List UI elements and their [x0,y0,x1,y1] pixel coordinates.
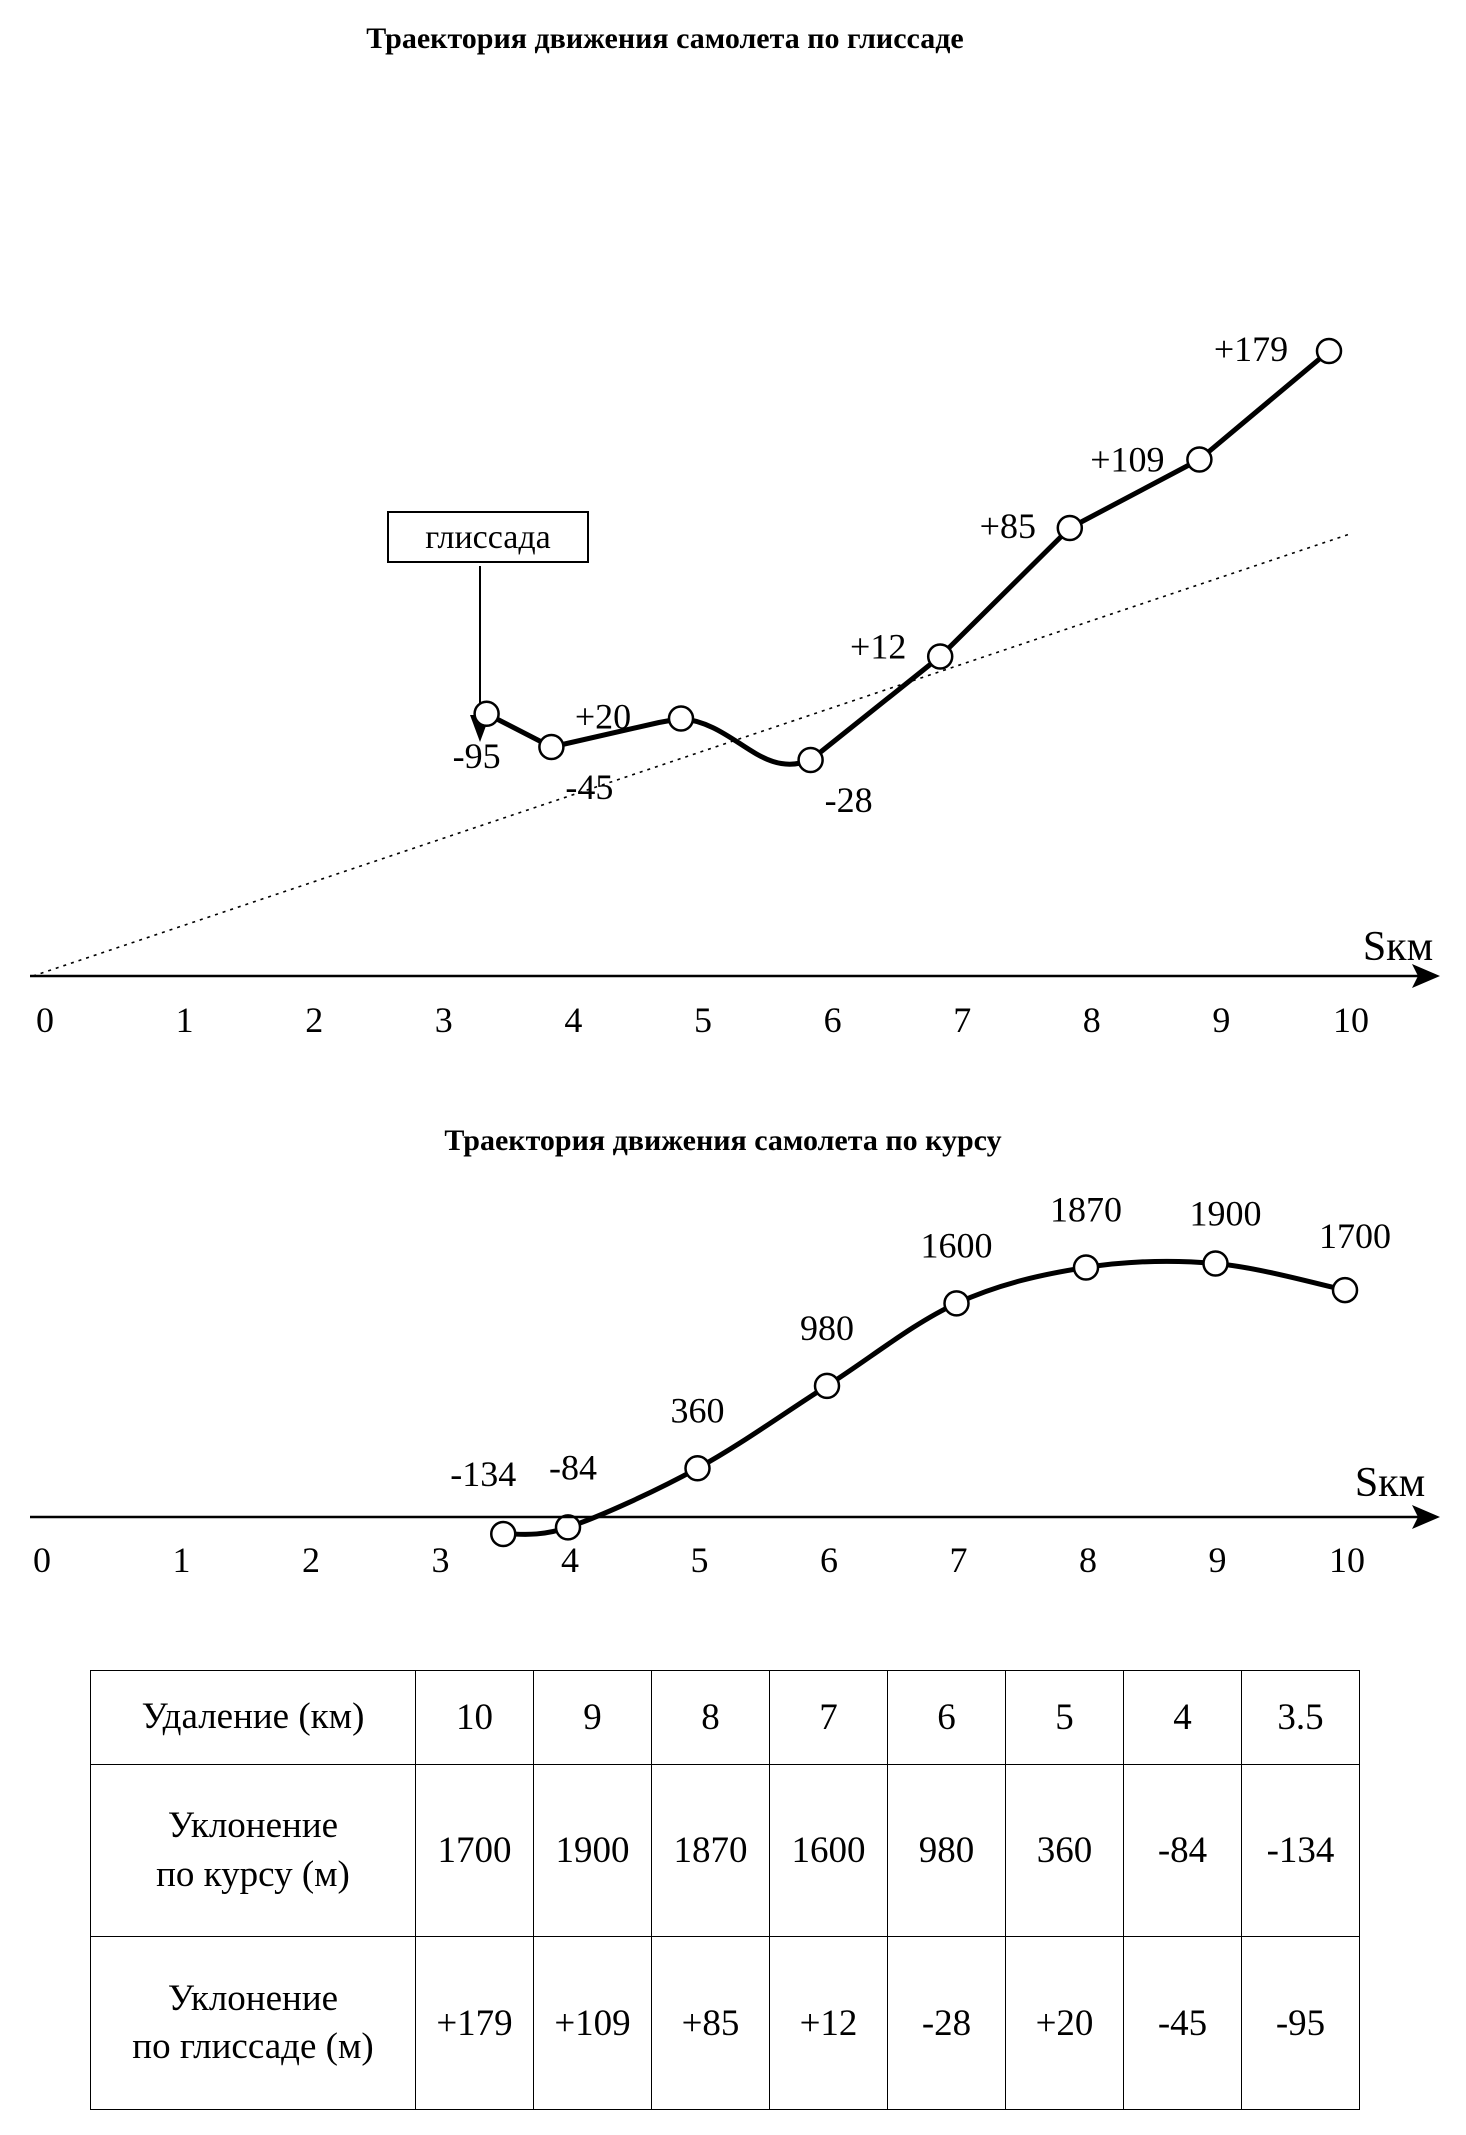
chart2-x-tick-label: 9 [1208,1540,1227,1580]
chart1-x-tick-label: 7 [953,1000,972,1040]
table-row-header-line1: Уклонение [167,1805,339,1847]
chart2-x-tick-label: 5 [690,1540,709,1580]
table-cell: 7 [770,1671,888,1765]
table-cell: 10 [416,1671,534,1765]
chart1-x-tick-label: 2 [305,1000,324,1040]
table-cell: 1900 [534,1764,652,1937]
table-cell: -95 [1242,1937,1360,2110]
course-data-point [945,1291,969,1315]
glide-data-point [1317,339,1341,363]
chart1-x-tick-label: 8 [1082,1000,1101,1040]
chart1-x-tick-label: 4 [564,1000,583,1040]
chart2-x-tick-label: 8 [1079,1540,1097,1580]
table-row-header-line2: по курсу (м) [156,1853,350,1895]
course-data-point [1074,1255,1098,1279]
table-cell: +12 [770,1937,888,2110]
course-data-point [1204,1251,1228,1275]
table-cell: -84 [1124,1764,1242,1937]
table-cell: +109 [534,1937,652,2110]
course-point-label: 360 [670,1390,725,1431]
table-cell: +85 [652,1937,770,2110]
glide-point-label: +12 [850,626,907,667]
table-row-glide-deviation [91,1937,1360,2110]
table-cell: -28 [888,1937,1006,2110]
course-data-point [815,1374,839,1398]
table-cell: 1600 [770,1764,888,1937]
chart1-x-tick-label: 3 [434,1000,453,1040]
chart2-x-tick-label: 3 [431,1540,450,1580]
table-row-header: Удаление (км) [91,1671,416,1765]
course-point-label: 1900 [1189,1193,1262,1234]
course-point-label: 1600 [920,1225,993,1266]
table-row-course-deviation [91,1764,1360,1937]
glide-data-point [1058,516,1082,540]
table-cell: 980 [888,1764,1006,1937]
table-cell: +20 [1006,1937,1124,2110]
table-cell: 9 [534,1671,652,1765]
table-row-distance [91,1671,1360,1765]
deviation-table [90,1670,1360,2110]
chart2-title: Траектория движения самолета по курсу [444,1124,1002,1157]
table-cell: 360 [1006,1764,1124,1937]
glide-point-label: +179 [1213,329,1289,369]
chart2-x-tick-label: 7 [949,1540,968,1580]
glide-point-label: -95 [452,735,501,776]
chart1-x-tick-label: 6 [823,1000,842,1040]
table-cell: 8 [652,1671,770,1765]
glide-data-point [539,735,563,759]
chart1-x-axis-label: Sкм [1362,924,1434,970]
table-cell: 1700 [416,1764,534,1937]
glide-point-label: +20 [574,696,632,737]
chart1-title: Траектория движения самолета по глиссаде [366,22,964,55]
chart2-x-tick-label: 1 [172,1540,191,1580]
chart2-x-tick-label: 6 [820,1540,838,1580]
table-cell: -45 [1124,1937,1242,2110]
table-cell: +179 [416,1937,534,2110]
chart2-x-tick-label: 2 [302,1540,320,1580]
chart1-x-tick-label: 10 [1333,1000,1369,1040]
glide-point-label: +85 [979,506,1036,546]
glide-point-label: -45 [565,767,614,807]
chart2-x-axis-label: Sкм [1354,1460,1426,1506]
table-row-header [91,1937,416,2110]
glide-data-point [799,748,823,772]
chart1-x-tick-label: 1 [175,1000,194,1040]
glide-slope-annotation-label: глиссада [425,519,551,556]
glide-data-point [669,707,693,731]
table-cell: 3.5 [1242,1671,1360,1765]
glide-data-point [1187,448,1211,472]
chart2-x-tick-label: 10 [1329,1540,1365,1580]
chart2-x-tick-label: 0 [33,1540,51,1580]
glide-slope-line [33,534,1348,976]
table-cell: -134 [1242,1764,1360,1937]
chart1-x-tick-label: 9 [1212,1000,1231,1040]
table-cell: 1870 [652,1764,770,1937]
course-point-label: -84 [549,1447,597,1488]
table-cell: 5 [1006,1671,1124,1765]
course-point-label: 980 [800,1307,854,1348]
course-point-label: 1700 [1319,1216,1391,1257]
table-row-header [91,1764,416,1937]
chart1-x-tick-label: 5 [694,1000,712,1040]
course-data-point [556,1515,580,1539]
course-trajectory-line [503,1261,1345,1534]
course-point-label: -134 [450,1454,517,1494]
table-cell: 6 [888,1671,1006,1765]
glide-data-point [475,702,499,726]
chart1-x-tick-label: 0 [36,1000,54,1040]
table-row-header-line1: Уклонение [167,1978,339,2020]
course-data-point [1333,1278,1357,1302]
course-point-label: 1870 [1050,1189,1122,1230]
table-row-header-line2: по глиссаде (м) [132,2026,374,2068]
course-data-point [686,1456,710,1480]
glide-point-label: +109 [1090,439,1165,480]
chart2-x-tick-label: 4 [561,1540,579,1580]
glide-data-point [928,645,952,669]
course-data-point [491,1522,515,1546]
glide-point-label: -28 [824,780,873,820]
table-cell: 4 [1124,1671,1242,1765]
